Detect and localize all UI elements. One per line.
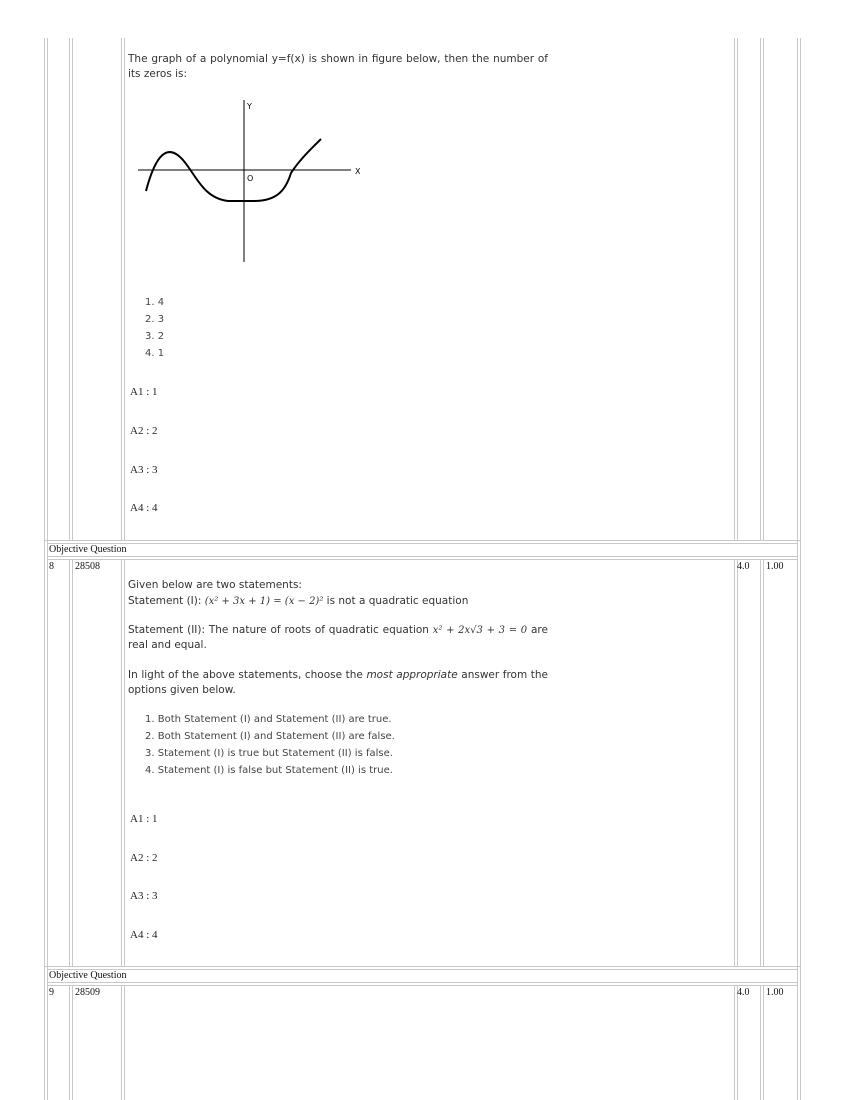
col-divider: [69, 985, 70, 1100]
table-border-right-outer: [800, 38, 801, 1100]
option-item: 3. Statement (I) is true but Statement (II) is false.: [145, 748, 393, 759]
col-divider: [760, 559, 761, 967]
col-divider: [734, 38, 735, 541]
question-marks: 4.0: [737, 987, 750, 998]
option-item: 4. 1: [145, 348, 165, 359]
q8-statement-2: Statement (II): The nature of roots of quadratic equation x² + 2x√3 + 3 = 0 are real and equal.: [128, 624, 548, 651]
x-axis-label: X: [355, 167, 361, 176]
question-negative-marks: 1.00: [766, 561, 784, 572]
option-item: 2. 3: [145, 314, 165, 325]
table-border-right-inner: [797, 38, 798, 1100]
q8-answer-2: A2 : 2: [130, 852, 158, 864]
col-divider: [121, 985, 122, 1100]
question-negative-marks: 1.00: [766, 987, 784, 998]
col-divider: [72, 985, 73, 1100]
col-divider: [763, 559, 764, 967]
col-divider: [737, 559, 738, 967]
q8-answer-1: A1 : 1: [130, 813, 158, 825]
row-divider: [47, 982, 798, 983]
math-expression: x² + 2x√3 + 3 = 0: [432, 625, 528, 636]
option-item: 3. 2: [145, 331, 165, 342]
q7-answer-3: A3 : 3: [130, 464, 158, 476]
row-divider: [47, 559, 798, 560]
option-item: 1. Both Statement (I) and Statement (II) are true.: [145, 714, 392, 725]
q7-answer-2: A2 : 2: [130, 425, 158, 437]
q7-options-list: [145, 294, 164, 362]
col-divider: [69, 559, 70, 967]
col-divider: [737, 38, 738, 541]
col-divider: [760, 985, 761, 1100]
col-divider: [734, 985, 735, 1100]
q7-polynomial-graph: [128, 95, 368, 270]
row-divider: [47, 556, 798, 557]
question-marks: 4.0: [737, 561, 750, 572]
option-item: 4. Statement (I) is false but Statement (II) is true.: [145, 765, 393, 776]
col-divider: [760, 38, 761, 541]
col-divider: [72, 559, 73, 967]
col-divider: [124, 985, 125, 1100]
col-divider: [72, 38, 73, 541]
section-label: Objective Question: [49, 970, 127, 981]
col-divider: [121, 559, 122, 967]
row-divider: [47, 985, 798, 986]
q8-answer-3: A3 : 3: [130, 890, 158, 902]
row-divider: [47, 543, 798, 544]
col-divider: [69, 38, 70, 541]
table-border-left-outer: [44, 38, 45, 1100]
question-number: 9: [49, 987, 54, 998]
math-expression: (x² + 3x + 1) = (x − 2)²: [204, 596, 324, 607]
row-divider: [44, 540, 801, 541]
row-divider: [44, 966, 801, 967]
q7-answer-1: A1 : 1: [130, 386, 158, 398]
origin-label: O: [247, 174, 254, 183]
col-divider: [734, 559, 735, 967]
option-item: 2. Both Statement (I) and Statement (II) are false.: [145, 731, 395, 742]
q8-options-list: [145, 711, 395, 779]
question-number: 8: [49, 561, 54, 572]
col-divider: [121, 38, 122, 541]
y-axis-label: Y: [247, 102, 252, 111]
q7-question-text: The graph of a polynomial y=f(x) is shown in figure below, then the number of its zeros is:: [128, 53, 548, 80]
q8-instruction: In light of the above statements, choose the most appropriate answer from the options given below.: [128, 669, 548, 696]
col-divider: [763, 38, 764, 541]
table-border-left-inner: [47, 38, 48, 1100]
col-divider: [124, 38, 125, 541]
q8-statement-1: Statement (I): (x² + 3x + 1) = (x − 2)² is not a quadratic equation: [128, 595, 469, 607]
col-divider: [737, 985, 738, 1100]
q7-answer-4: A4 : 4: [130, 502, 158, 514]
row-divider: [47, 969, 798, 970]
option-item: 1. 4: [145, 297, 165, 308]
col-divider: [763, 985, 764, 1100]
q8-intro: Given below are two statements:: [128, 579, 302, 591]
section-label: Objective Question: [49, 544, 127, 555]
col-divider: [124, 559, 125, 967]
q8-answer-4: A4 : 4: [130, 929, 158, 941]
question-id: 28508: [75, 561, 100, 572]
question-id: 28509: [75, 987, 100, 998]
